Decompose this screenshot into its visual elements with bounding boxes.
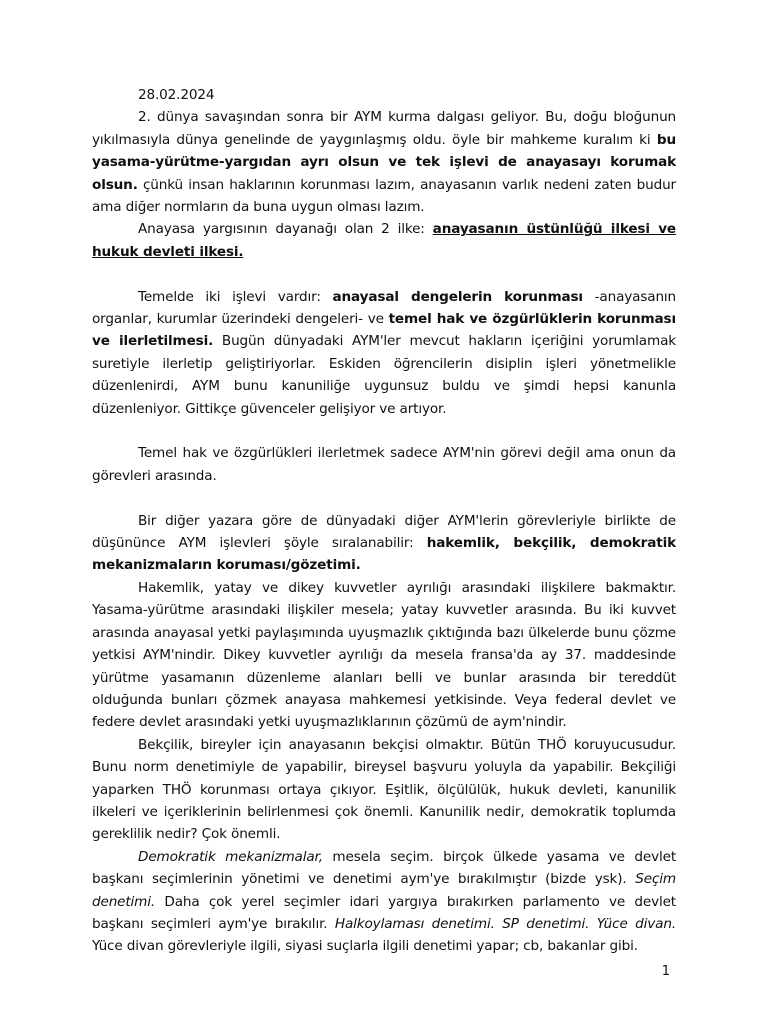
text-run: Bir diğer yazara göre de dünyadaki diğer AYM'lerin görevleriyle birlikte de düşününce AYM işlevleri şöyle sıralanabilir: <box>92 512 676 552</box>
text-run: çünkü insan haklarının korunması lazım, anayasanın varlık nedeni zaten budur ama diğer normların da buna uygun olması lazım. <box>92 176 676 216</box>
text-run: mesela seçim. birçok ülkede yasama ve devlet başkanı seçimlerinin yönetimi ve denetimi aym'ye bırakılmıştır (bizde ysk). <box>92 848 676 888</box>
paragraph <box>92 734 676 846</box>
paragraph <box>92 106 676 218</box>
text-run-b: hakemlik, bekçilik, demokratik mekanizmaların koruması/gözetimi. <box>92 535 676 574</box>
text-run-b: anayasal dengelerin korunması <box>332 288 583 305</box>
text-run: 2. dünya savaşından sonra bir AYM kurma dalgası geliyor. Bu, doğu bloğunun yıkılmasıyla dünya genelinde de yaygınlaşmış oldu. öyle bir mahkeme kuralım ki <box>92 109 676 148</box>
text-run: Hakemlik, yatay ve dikey kuvvetler ayrılığı arasındaki ilişkilere bakmaktır. Yasama-yürütme arasındaki ilişkiler mesela; yatay kuvvetler arasında. Bu iki kuvvet arasında anayasal yetki paylaşımında uyuşmazlık çıktığında bazı ülkelerde bunu çözme yetkisi AYM'nindir. Dikey kuvvetler ayrılığı da mesela fransa'da ay 37. maddesinde yürütme yasamanın düzenleme alanları belli ve bunlar arasında bir tereddüt olduğunda bunları çözmek anayasa mahkemesi yetkisinde. Veya federal devlet ve federe devlet arasındaki yetki uyuşmazlıklarının çözümü de aym'nindir. <box>92 579 676 731</box>
document-date: 28.02.2024 <box>138 87 215 103</box>
paragraph <box>92 846 676 958</box>
text-run-b: bu yasama-yürütme-yargıdan ayrı olsun ve tek işlevi de anayasayı korumak olsun. <box>92 131 676 193</box>
text-run: Anayasa yargısının dayanağı olan 2 ilke: <box>138 221 433 238</box>
text-run: Temel hak ve özgürlükleri ilerletmek sadece AYM'nin görevi değil ama onun da görevleri arasında. <box>92 445 676 484</box>
text-run-i: Halkoylaması denetimi. SP denetimi. Yüce divan. <box>334 915 676 932</box>
page-number: 1 <box>661 964 670 979</box>
text-run: Temelde iki işlevi vardır: <box>138 288 333 305</box>
document-body <box>92 84 676 958</box>
paragraph <box>92 218 676 263</box>
paragraph <box>92 442 676 487</box>
text-run: -anayasanın organlar, kurumlar üzerindeki dengeleri- ve <box>92 288 677 328</box>
text-run-i: Seçim denetimi. <box>92 871 676 910</box>
text-run-bu: anayasanın üstünlüğü ilkesi ve hukuk devleti ilkesi. <box>92 221 676 260</box>
paragraph <box>92 577 676 734</box>
text-run-i: Demokratik mekanizmalar, <box>138 848 323 865</box>
paragraph <box>92 286 676 420</box>
text-run: Daha çok yerel seçimler idari yargıya bırakırken parlamento ve devlet başkanı seçimleri aym'ye bırakılır. <box>92 893 676 932</box>
paragraph <box>92 510 676 577</box>
text-run-b: temel hak ve özgürlüklerin korunması ve ilerletilmesi. <box>92 311 676 350</box>
text-run: Yüce divan görevleriyle ilgili, siyasi suçlarla ilgili denetimi yapar; cb, bakanlar gibi. <box>92 938 638 955</box>
text-run: Bekçilik, bireyler için anayasanın bekçisi olmaktır. Bütün THÖ koruyucusudur. Bunu norm denetimiyle de yapabilir, bireysel başvuru yoluyla da yapabilir. Bekçiliği yaparken THÖ korunması ortaya çıkıyor. Eşitlik, ölçülülük, hukuk devleti, kanunilik ilkeleri ve içeriklerinin belirlenmesi çok önemli. Kanunilik nedir, demokratik toplumda gereklilik nedir? Çok önemli. <box>92 736 676 843</box>
text-run: Bugün dünyadaki AYM'ler mevcut hakların içeriğini yorumlamak suretiyle ilerletip geliştiriyorlar. Eskiden öğrencilerin disiplin işleri yönetmelikle düzenlenirdi, AYM bunu kanuniliğe uygunsuz buldu ve şimdi hepsi kanunla düzenleniyor. Gittikçe güvenceler gelişiyor ve artıyor. <box>92 333 676 417</box>
